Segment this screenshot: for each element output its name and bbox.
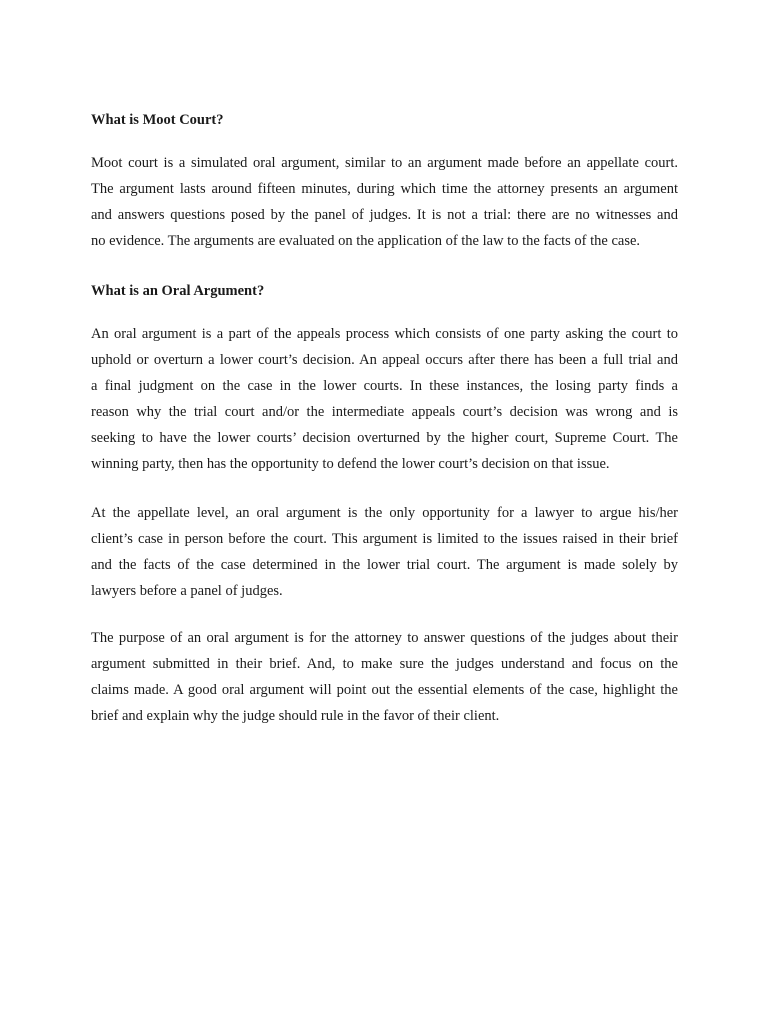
text-line: and the facts of the case determined in the lower trial court. The argument is made solely by <box>91 557 678 573</box>
text-line: no evidence. The arguments are evaluated on the application of the law to the facts of the case. <box>91 233 641 249</box>
text-line: a final judgment on the case in the lower courts. In these instances, the losing party finds a <box>91 378 678 394</box>
text-line: argument submitted in their brief. And, to make sure the judges understand and focus on the <box>91 656 678 672</box>
text-line: reason why the trial court and/or the intermediate appeals court’s decision was wrong and is <box>91 404 678 420</box>
text-line: At the appellate level, an oral argument is the only opportunity for a lawyer to argue his/her <box>91 505 678 521</box>
text-line: client’s case in person before the court. This argument is limited to the issues raised in their brief <box>91 531 678 547</box>
text-line: lawyers before a panel of judges. <box>91 583 283 599</box>
text-line: Moot court is a simulated oral argument, similar to an argument made before an appellate court. <box>91 155 678 171</box>
paragraph-moot-court-definition <box>91 150 678 254</box>
paragraph-appellate-level <box>91 500 678 604</box>
text-line: brief and explain why the judge should rule in the favor of their client. <box>91 708 500 724</box>
paragraph-oral-argument-definition <box>91 321 678 477</box>
text-line: and answers questions posed by the panel of judges. It is not a trial: there are no witnesses and <box>91 207 678 223</box>
text-line: winning party, then has the opportunity to defend the lower court’s decision on that issue. <box>91 456 610 472</box>
heading-what-is-oral-argument: What is an Oral Argument? <box>91 283 265 299</box>
text-line: The argument lasts around fifteen minutes, during which time the attorney presents an argument <box>91 181 678 197</box>
text-line: uphold or overturn a lower court’s decision. An appeal occurs after there has been a full trial and <box>91 352 678 368</box>
text-line: An oral argument is a part of the appeals process which consists of one party asking the court to <box>91 326 678 342</box>
text-line: The purpose of an oral argument is for the attorney to answer questions of the judges about their <box>91 630 678 646</box>
text-line: claims made. A good oral argument will point out the essential elements of the case, highlight the <box>91 682 678 698</box>
text-line: seeking to have the lower courts’ decision overturned by the higher court, Supreme Court. The <box>91 430 678 446</box>
heading-what-is-moot-court: What is Moot Court? <box>91 112 224 128</box>
paragraph-purpose-of-oral-argument <box>91 625 678 729</box>
